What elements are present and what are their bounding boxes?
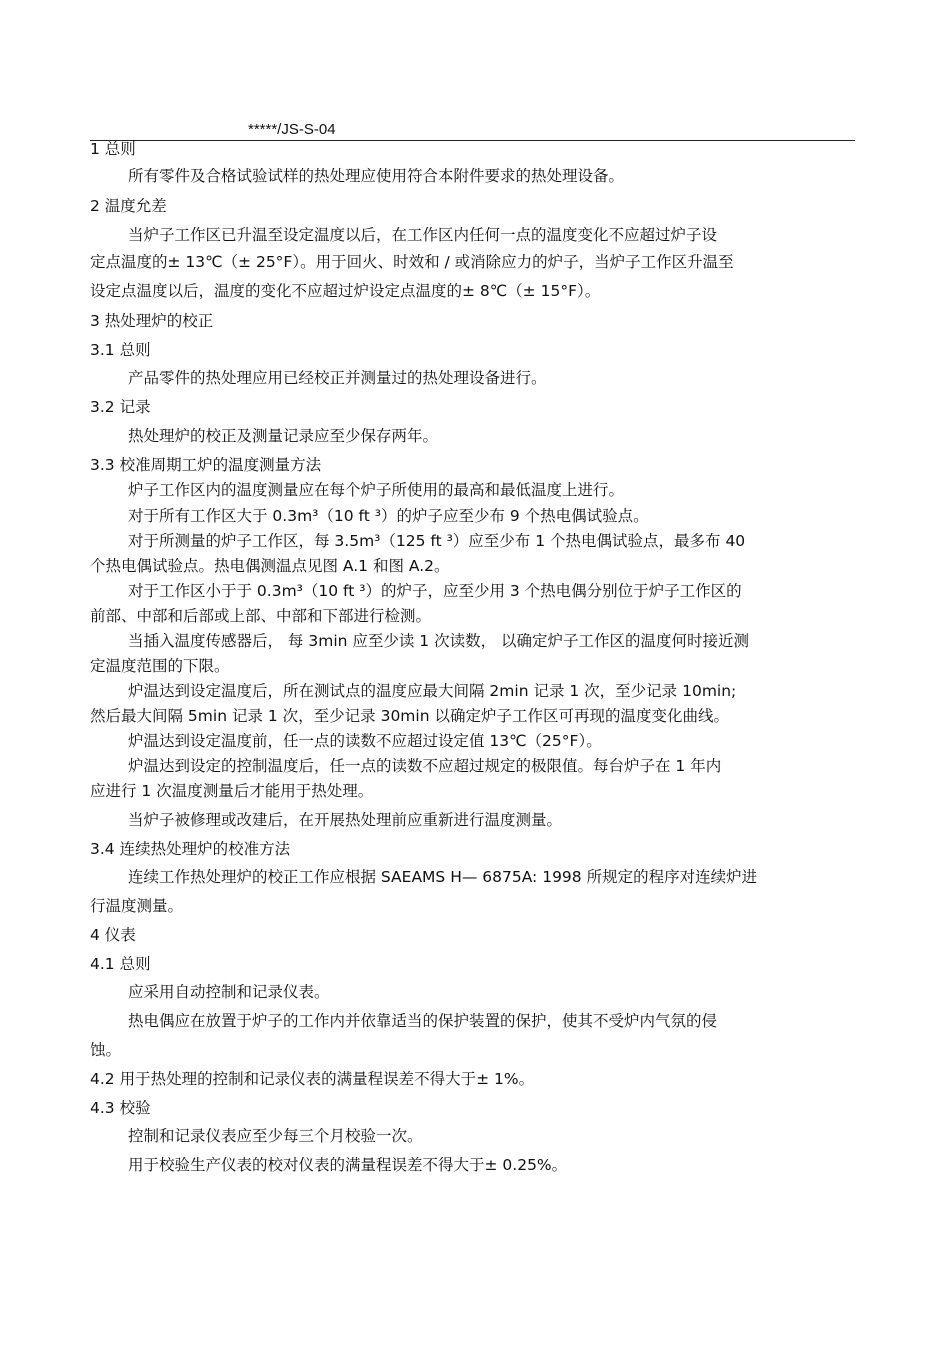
paragraph-line: 所有零件及合格试验试样的热处理应使用符合本附件要求的热处理设备。 [128,167,625,185]
paragraph-line: 行温度测量。 [90,897,184,915]
header-rule [90,140,855,141]
paragraph-line: 热处理炉的校正及测量记录应至少保存两年。 [128,427,439,445]
paragraph-line: 炉子工作区内的温度测量应在每个炉子所使用的最高和最低温度上进行。 [128,481,625,499]
paragraph-line: 前部、中部和后部或上部、中部和下部进行检测。 [90,607,432,625]
paragraph-line: 控制和记录仪表应至少每三个月校验一次。 [128,1127,423,1145]
paragraph-line: 当插入温度传感器后， 每 3min 应至少读 1 次读数， 以确定炉子工作区的温度何时接近测 [128,632,750,650]
paragraph-line: 应进行 1 次温度测量后才能用于热处理。 [90,782,374,800]
paragraph-line: 用于校验生产仪表的校对仪表的满量程误差不得大于± 0.25%。 [128,1156,568,1174]
paragraph-line: 当炉子被修理或改建后，在开展热处理前应重新进行温度测量。 [128,811,563,829]
paragraph-line: 个热电偶试验点。热电偶测温点见图 A.1 和图 A.2。 [90,557,450,575]
section-heading: 4 仪表 [90,926,136,944]
paragraph-line: 炉温达到设定的控制温度后，任一点的读数不应超过规定的极限值。每台炉子在 1 年内 [128,757,722,775]
section-heading: 4.3 校验 [90,1099,151,1117]
section-heading: 4.1 总则 [90,955,151,973]
paragraph-line: 产品零件的热处理应用已经校正并测量过的热处理设备进行。 [128,369,547,387]
paragraph-line: 当炉子工作区已升温至设定温度以后，在工作区内任何一点的温度变化不应超过炉子设 [128,226,718,244]
paragraph-line: 定温度范围的下限。 [90,657,230,675]
paragraph-line: 定点温度的± 13℃（± 25°F）。用于回火、时效和 / 或消除应力的炉子，当炉子工作区升温至 [90,253,734,271]
paragraph-line: 蚀。 [90,1041,122,1059]
section-heading: 3 热处理炉的校正 [90,312,214,330]
document-code: *****/JS-S-04 [248,121,336,138]
paragraph-line: 对于所有工作区大于 0.3m³（10 ft ³）的炉子应至少布 9 个热电偶试验点。 [128,507,649,525]
paragraph-line: 应采用自动控制和记录仪表。 [128,983,330,1001]
section-heading: 1 总则 [90,140,136,158]
paragraph-line: 连续工作热处理炉的校正工作应根据 SAEAMS H— 6875A: 1998 所规定的程序对连续炉进 [128,868,758,886]
paragraph-line: 设定点温度以后，温度的变化不应超过炉设定点温度的± 8℃（± 15°F）。 [90,282,601,300]
section-heading: 3.3 校准周期工炉的温度测量方法 [90,456,322,474]
section-heading: 3.4 连续热处理炉的校准方法 [90,840,291,858]
paragraph-line: 热电偶应在放置于炉子的工作内并依靠适当的保护装置的保护，使其不受炉内气氛的侵 [128,1012,718,1030]
paragraph-line: 然后最大间隔 5min 记录 1 次，至少记录 30min 以确定炉子工作区可再现的温度变化曲线。 [90,707,729,725]
paragraph-line: 对于所测量的炉子工作区，每 3.5m³（125 ft ³）应至少布 1 个热电偶试验点，最多布 40 [128,532,746,550]
section-heading: 3.1 总则 [90,341,151,359]
paragraph-line: 炉温达到设定温度后，所在测试点的温度应最大间隔 2min 记录 1 次，至少记录 10min; [128,682,737,700]
section-heading: 3.2 记录 [90,398,151,416]
paragraph-line: 炉温达到设定温度前，任一点的读数不应超过设定值 13℃（25°F）。 [128,732,602,750]
section-heading: 4.2 用于热处理的控制和记录仪表的满量程误差不得大于± 1%。 [90,1070,535,1088]
section-heading: 2 温度允差 [90,197,167,215]
paragraph-line: 对于工作区小于于 0.3m³（10 ft ³）的炉子，应至少用 3 个热电偶分别位于炉子工作区的 [128,582,742,600]
